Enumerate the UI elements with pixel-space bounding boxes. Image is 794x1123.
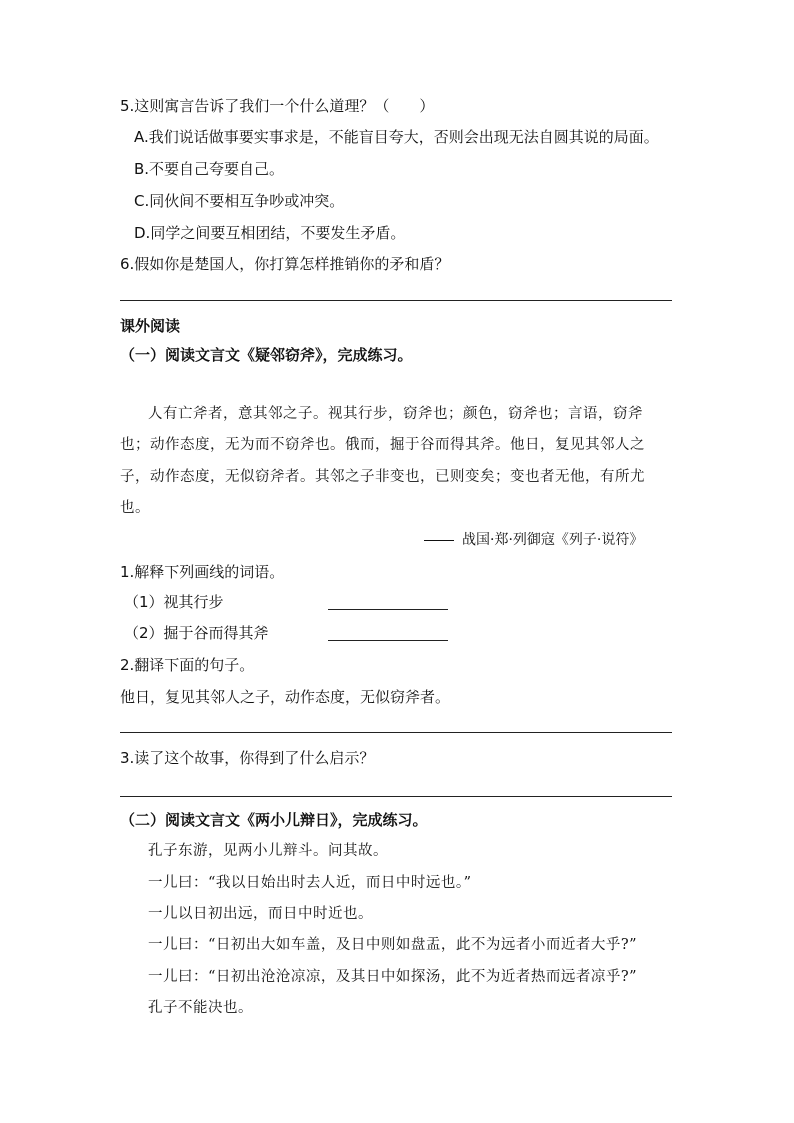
part1-question-3-stem: 3.读了这个故事，你得到了什么启示？ [120, 749, 375, 767]
part1-question-1-item-1: （1）视其行步 [124, 593, 224, 611]
question-5-option-b: B.不要自己夸要自己。 [134, 160, 285, 178]
question-5-option-c: C.同伙间不要相互争吵或冲突。 [134, 192, 345, 210]
question-5-option-a: A.我们说话做事要实事求是，不能盲目夸大，否则会出现无法自圆其说的局面。 [134, 128, 659, 146]
passage-source [424, 530, 643, 550]
answer-line-q6 [120, 300, 672, 301]
part2-passage-line: 孔子东游，见两小儿辩斗。问其故。 [148, 843, 388, 859]
part1-title: （一）阅读文言文《疑邻窃斧》，完成练习。 [120, 346, 413, 364]
part1-question-2-sentence: 他日，复见其邻人之子，动作态度，无似窃斧者。 [120, 688, 451, 706]
part2-passage-line: 一儿曰：“日初出大如车盖，及日中则如盘盂，此不为远者小而近者大乎?” [148, 937, 638, 953]
part1-passage-line: 也；动作态度，无为而不窃斧也。俄而，掘于谷而得其斧。他日，复见其邻人之 [120, 437, 645, 453]
answer-line-q2 [120, 732, 672, 733]
answer-line-q3 [120, 796, 672, 797]
question-5-stem: 5.这则寓言告诉了我们一个什么道理？（ ） [120, 97, 435, 115]
part1-question-1-item-2: （2）掘于谷而得其斧 [124, 624, 269, 642]
part1-question-1-stem: 1.解释下列画线的词语。 [120, 563, 285, 581]
part1-passage-line: 也。 [120, 500, 150, 516]
question-5-option-d: D.同学之间要互相团结，不要发生矛盾。 [134, 224, 406, 242]
part2-passage-line: 一儿以日初出远，而日中时近也。 [148, 906, 373, 922]
part2-title: （二）阅读文言文《两小儿辩日》，完成练习。 [120, 811, 428, 829]
part2-passage-line: 一儿曰：“我以日始出时去人近，而日中时远也。” [148, 875, 472, 891]
part1-passage-line: 人有亡斧者，意其邻之子。视其行步，窃斧也；颜色，窃斧也；言语，窃斧 [148, 406, 643, 422]
source-dash [424, 540, 454, 541]
part1-question-2-stem: 2.翻译下面的句子。 [120, 656, 255, 674]
part2-passage-line: 孔子不能决也。 [148, 1000, 253, 1016]
answer-blank-1 [328, 609, 448, 610]
section-heading: 课外阅读 [120, 317, 181, 335]
answer-blank-2 [328, 640, 448, 641]
part2-passage-line: 一儿曰：“日初出沧沧凉凉，及其日中如探汤，此不为近者热而远者凉乎?” [148, 969, 638, 985]
part1-passage-line: 子，动作态度，无似窃斧者。其邻之子非变也，已则变矣；变也者无他，有所尤 [120, 469, 645, 485]
passage-source-text: 战国·郑·列御寇《列子·说符》 [462, 532, 644, 548]
question-6-stem: 6.假如你是楚国人，你打算怎样推销你的矛和盾？ [120, 255, 450, 273]
